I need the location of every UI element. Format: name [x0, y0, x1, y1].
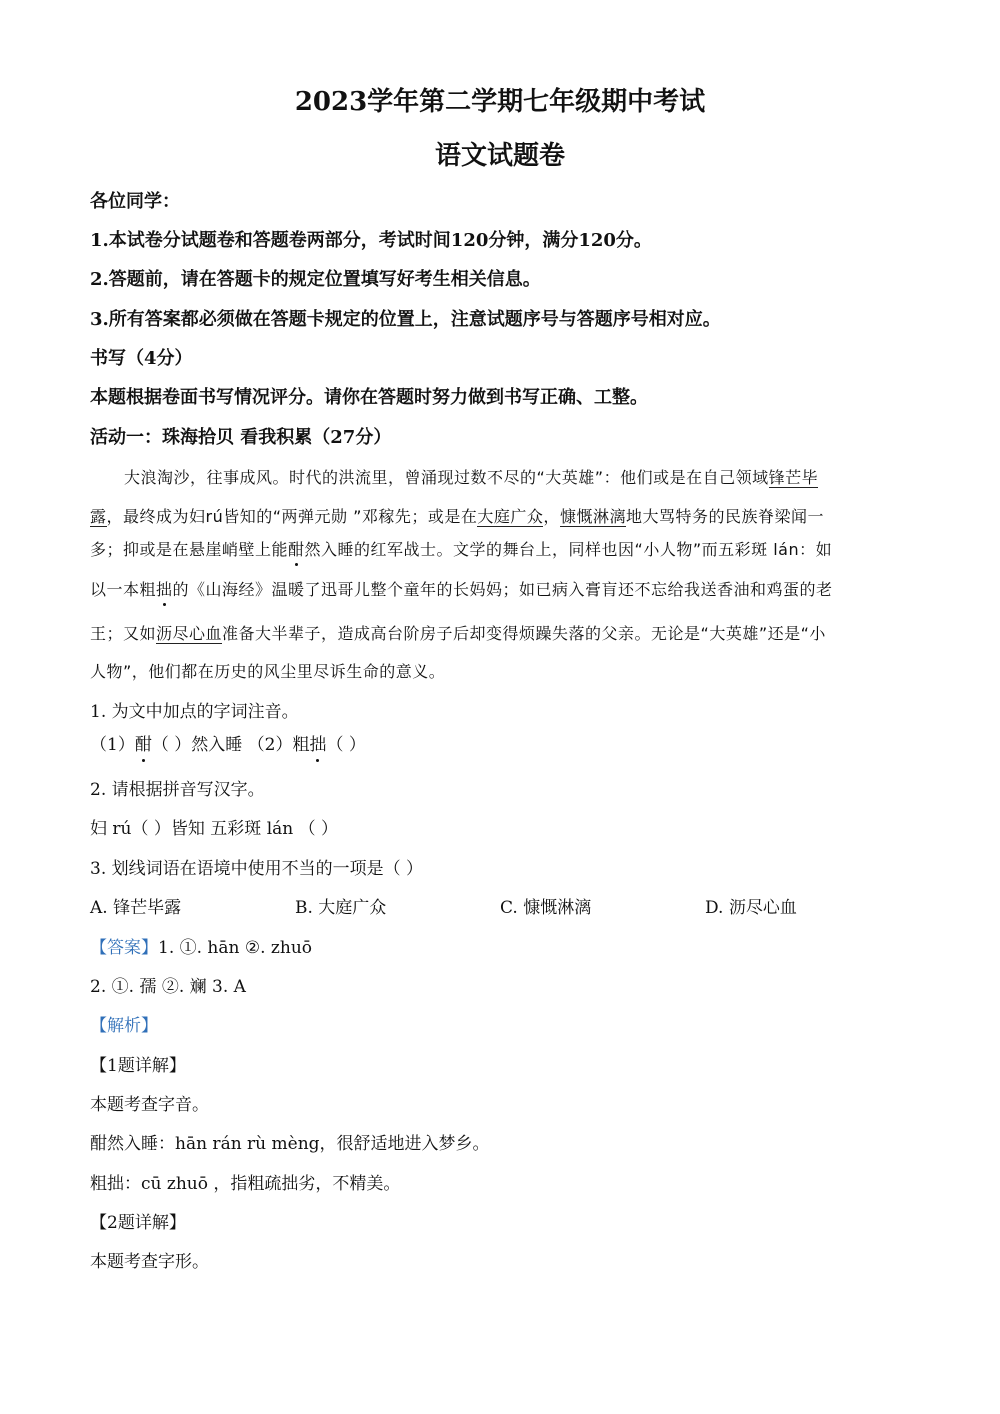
analysis-q2-line-1: 本题考查字形。	[90, 1252, 209, 1272]
analysis-q1-line-3: 粗拙：cū zhuō ，指粗疏拙劣，不精美。	[90, 1174, 401, 1194]
passage-text: 以一本粗	[90, 580, 157, 599]
passage-line-5	[90, 622, 826, 646]
q1-label: （1）	[90, 735, 135, 755]
passage-line-4	[90, 578, 833, 602]
analysis-tag: 【解析】	[90, 1016, 158, 1036]
question-1-stem: 1. 为文中加点的字词注音。	[90, 702, 299, 722]
q1-blank: （ ）然入睡 （2）粗	[151, 735, 310, 755]
answer-line-2: 2. ①. 孺 ②. 斓 3. A	[90, 977, 246, 997]
passage-text: 多；抑或是在悬崖峭壁上能	[90, 540, 289, 559]
question-3-stem: 3. 划线词语在语境中使用不当的一项是（ ）	[90, 859, 424, 879]
writing-heading: 书写（4分）	[90, 348, 193, 369]
option-c: C. 慷慨淋漓	[500, 898, 592, 918]
writing-text: 本题根据卷面书写情况评分。请你在答题时努力做到书写正确、工整。	[90, 387, 648, 408]
passage-text: 王；又如	[90, 624, 157, 643]
q1-blank: （ ）	[326, 735, 366, 755]
dotted-char: 酣	[134, 735, 152, 755]
dotted-char: 拙	[309, 735, 327, 755]
exam-title: 2023学年第二学期七年级期中考试	[294, 87, 706, 117]
question-2-line: 妇 rú（ ）皆知 五彩斑 lán （ ）	[90, 819, 339, 839]
notice-item-3: 3.所有答案都必须做在答题卡规定的位置上，注意试题序号与答题序号相对应。	[90, 309, 721, 330]
activity-heading: 活动一：珠海拾贝 看我积累（27分）	[90, 427, 392, 448]
notice-item-1: 1.本试卷分试题卷和答题卷两部分，考试时间120分钟，满分120分。	[90, 230, 652, 251]
passage-line-6: 人物”，他们都在历史的风尘里尽诉生命的意义。	[90, 662, 446, 681]
underlined-term: 大庭广众	[477, 507, 544, 526]
passage-text: 准备大半辈子，造成高台阶房子后却变得烦躁失落的父亲。无论是“大英雄”还是“小	[222, 624, 826, 643]
question-1-items	[90, 733, 366, 757]
notice-item-2: 2.答题前，请在答题卡的规定位置填写好考生相关信息。	[90, 269, 541, 290]
underlined-term: 露	[90, 507, 107, 526]
question-2-stem: 2. 请根据拼音写汉字。	[90, 780, 265, 800]
passage-text: ，最终成为妇rú皆知的“两弹元勋 ”邓稼先；或是在	[106, 507, 478, 526]
passage-line-2	[90, 505, 824, 529]
passage-text: 然入睡的红军战士。文学的舞台上，同样也因“小人物”而五彩斑 lán：如	[304, 540, 833, 559]
passage-text: 的《山海经》温暖了迅哥儿整个童年的长妈妈；如已病入膏肓还不忘给我送香油和鸡蛋的老	[172, 580, 833, 599]
underlined-term: 慷慨淋漓	[559, 507, 626, 526]
option-d: D. 沥尽心血	[705, 898, 797, 918]
analysis-q1-heading: 【1题详解】	[90, 1056, 186, 1076]
answer-tag: 【答案】	[90, 938, 158, 958]
answer-line-1	[90, 936, 312, 960]
analysis-q2-heading: 【2题详解】	[90, 1213, 186, 1233]
passage-text: 大浪淘沙，往事成风。时代的洪流里，曾涌现过数不尽的“大英雄”：他们或是在自己领域	[124, 468, 769, 487]
notice-greeting: 各位同学：	[90, 191, 180, 212]
option-b: B. 大庭广众	[295, 898, 387, 918]
answer-text: 1. ①. hān ②. zhuō	[158, 938, 313, 958]
passage-line-1	[124, 466, 818, 490]
passage-line-3	[90, 538, 832, 562]
underlined-term: 沥尽心血	[156, 624, 223, 643]
analysis-q1-line-2: 酣然入睡：hān rán rù mèng，很舒适地进入梦乡。	[90, 1134, 490, 1154]
dotted-char: 酣	[288, 540, 305, 559]
exam-subtitle: 语文试题卷	[434, 141, 565, 171]
analysis-q1-line-1: 本题考查字音。	[90, 1095, 209, 1115]
underlined-term: 锋芒毕	[768, 468, 819, 487]
passage-text: 地大骂特务的民族脊梁闻一	[625, 507, 824, 526]
option-a: A. 锋芒毕露	[90, 898, 182, 918]
passage-text: ，	[543, 507, 560, 526]
dotted-char: 拙	[156, 580, 173, 599]
